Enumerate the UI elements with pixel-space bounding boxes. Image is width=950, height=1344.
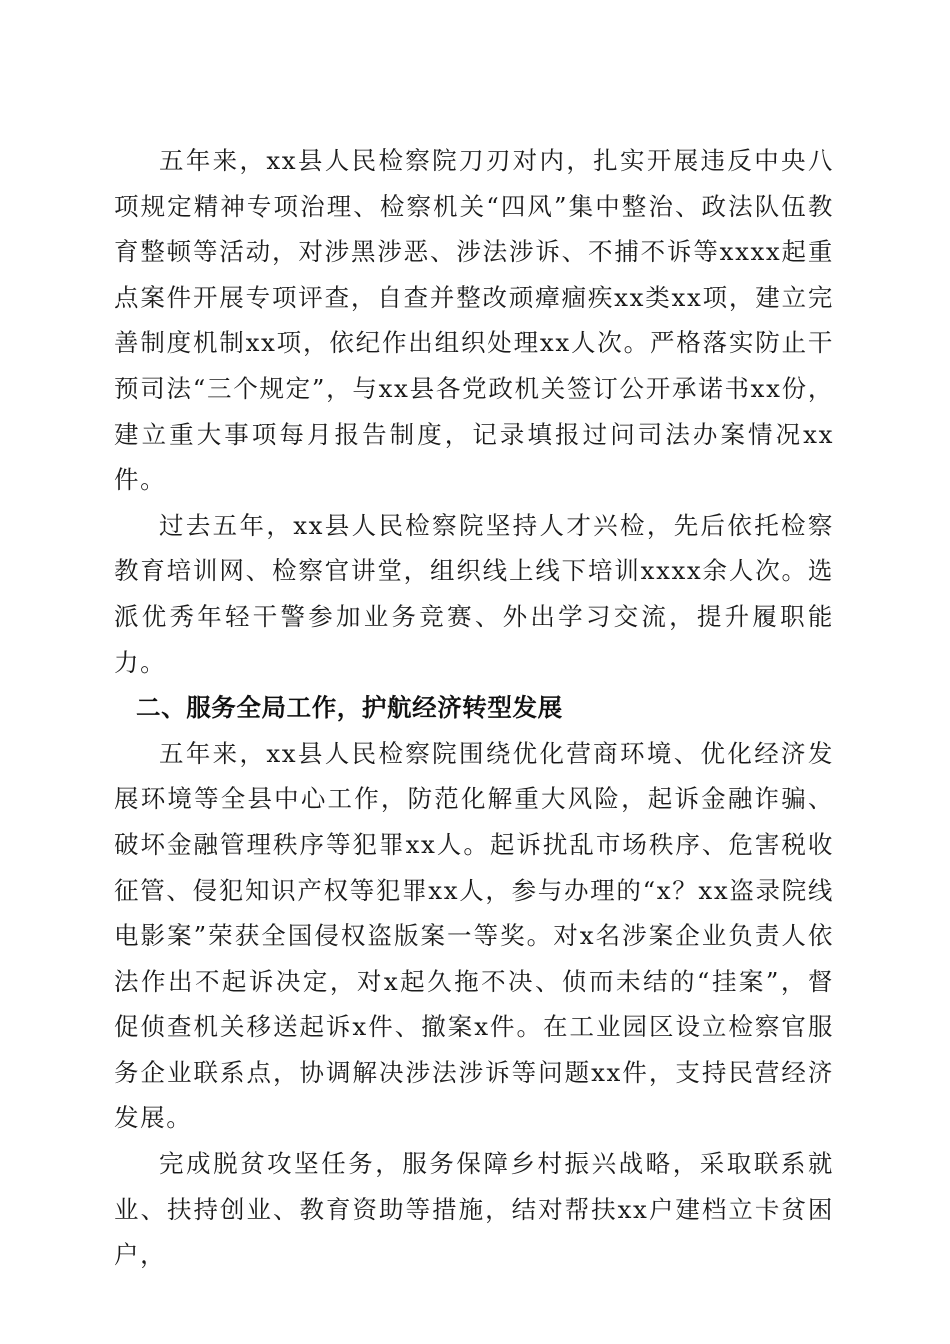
document-body bbox=[114, 138, 834, 1278]
paragraph-self-discipline: 五年来，xx县人民检察院刀刃对内，扎实开展违反中央八项规定精神专项治理、检察机关“四风”集中整治、政法队伍教育整顿等活动，对涉黑涉恶、涉法涉诉、不捕不诉等xxxx起重点案件开展专项评查，自查并整改顽瘴痼疾xx类xx项，建立完善制度机制xx项，依纪作出组织处理xx人次。严格落实防止干预司法“三个规定”，与xx县各党政机关签订公开承诺书xx份，建立重大事项每月报告制度，记录填报过问司法办案情况xx件。 bbox=[114, 146, 834, 495]
section-heading-2: 二、服务全局工作，护航经济转型发展 bbox=[136, 693, 563, 723]
paragraph-economic-service: 五年来，xx县人民检察院围绕优化营商环境、优化经济发展环境等全县中心工作，防范化解重大风险，起诉金融诈骗、破坏金融管理秩序等犯罪xx人。起诉扰乱市场秩序、危害税收征管、侵犯知识产权等犯罪xx人，参与办理的“x？xx盗录院线电影案”荣获全国侵权盗版案一等奖。对x名涉案企业负责人依法作出不起诉决定，对x起久拖不决、侦而未结的“挂案”，督促侦查机关移送起诉x件、撤案x件。在工业园区设立检察官服务企业联系点，协调解决涉法涉诉等问题xx件，支持民营经济发展。 bbox=[114, 738, 834, 1133]
paragraph-talent-training: 过去五年，xx县人民检察院坚持人才兴检，先后依托检察教育培训网、检察官讲堂，组织线上线下培训xxxx余人次。选派优秀年轻干警参加业务竞赛、外出学习交流，提升履职能力。 bbox=[114, 510, 834, 677]
paragraph-poverty-alleviation: 完成脱贫攻坚任务，服务保障乡村振兴战略，采取联系就业、扶持创业、教育资助等措施，结对帮扶xx户建档立卡贫困户， bbox=[114, 1149, 834, 1270]
